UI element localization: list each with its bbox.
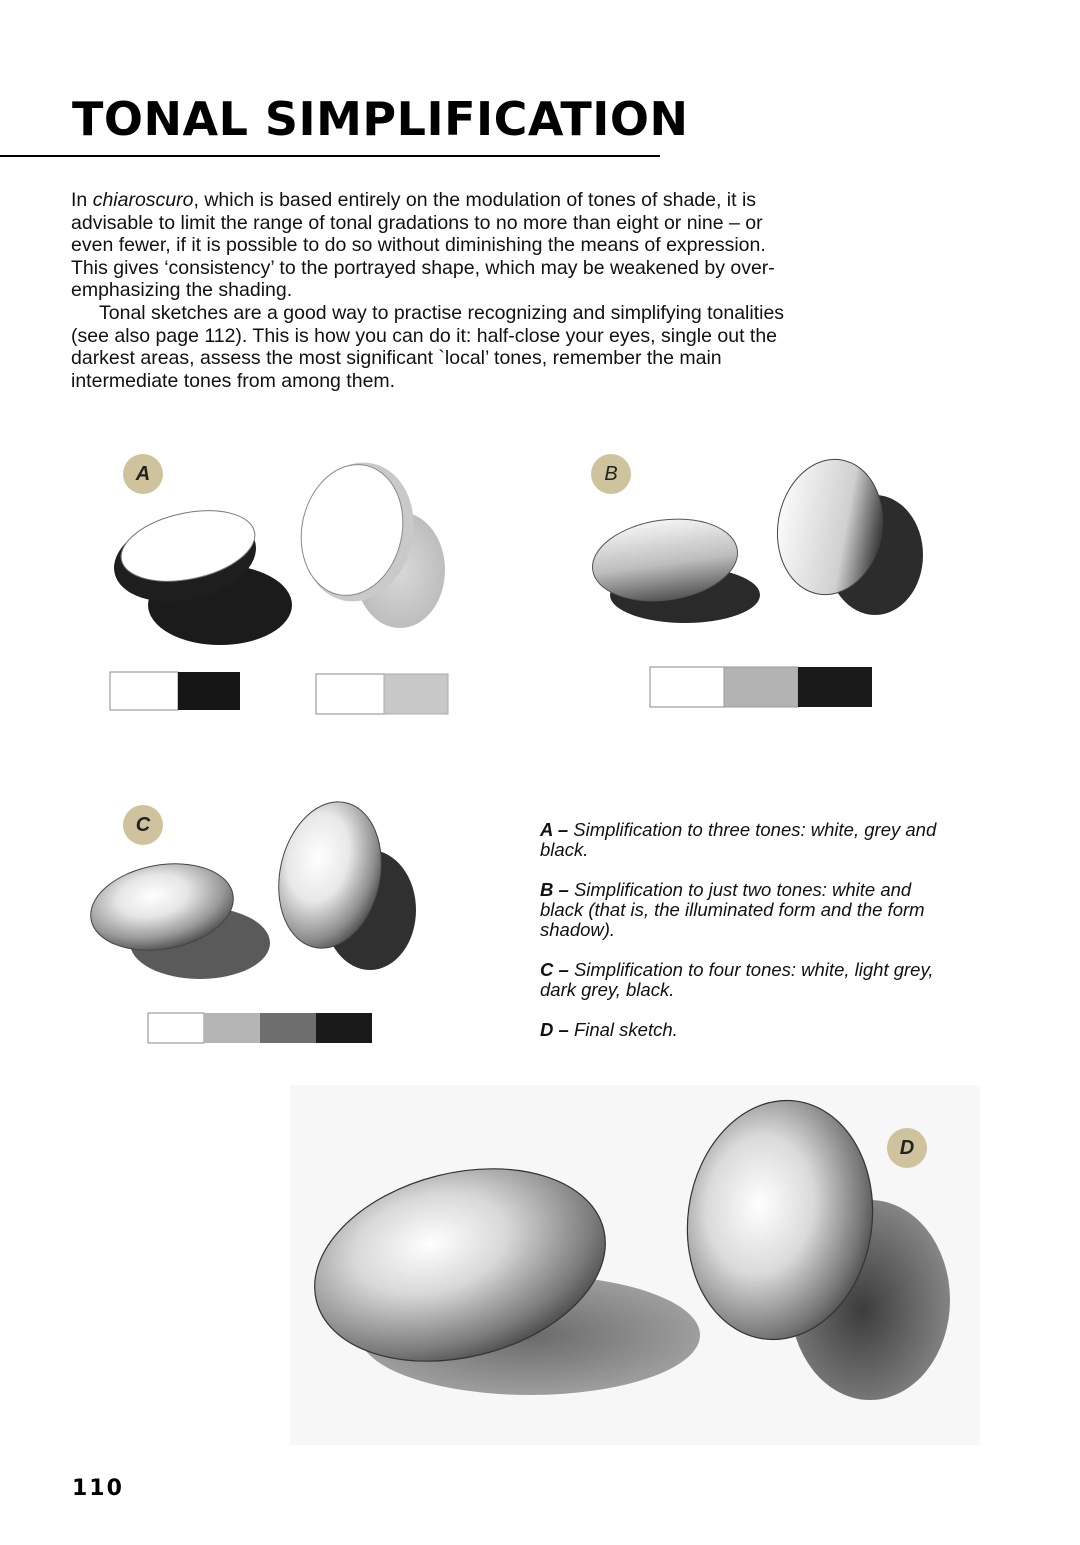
figure-c-sketch	[80, 795, 440, 1055]
figure-b-sketch	[580, 445, 950, 730]
intro-p1-term: chiaroscuro	[92, 189, 194, 211]
intro-paragraph-2: Tonal sketches are a good way to practise recognizing and simplifying tonalities (see also page 112). This is how you can do it: half-close your eyes, single out the darkest areas, assess the most significant `local’ tones, remember the main intermediate tones from among them.	[71, 301, 785, 392]
intro-paragraph-1	[71, 189, 801, 302]
page-title: TONAL SIMPLIFICATION	[72, 92, 689, 146]
caption-c-text: Simplification to four tones: white, light grey, dark grey, black.	[540, 959, 934, 1000]
caption-a	[540, 820, 940, 860]
c-swatch-light-grey	[204, 1013, 260, 1043]
caption-d-text: Final sketch.	[573, 1019, 678, 1040]
a-swatch-white	[110, 672, 178, 710]
c-swatch-white	[148, 1013, 204, 1043]
a-swatch-black	[178, 672, 240, 710]
caption-c-key: C –	[540, 959, 569, 980]
title-rule	[0, 155, 660, 157]
caption-a-text: Simplification to three tones: white, grey and black.	[540, 819, 937, 860]
b-swatch-white	[650, 667, 724, 707]
a-swatch-grey	[384, 674, 448, 714]
intro-p1-lead: In	[71, 189, 93, 211]
figure-d-badge: D	[887, 1128, 927, 1168]
caption-a-key: A –	[540, 819, 569, 840]
figure-a-sketch	[100, 440, 470, 730]
c-swatch-black	[316, 1013, 372, 1043]
caption-b-text: Simplification to just two tones: white and black (that is, the illuminated form and the form shadow).	[540, 879, 925, 940]
intro-p1-rest: , which is based entirely on the modulation of tones of shade, it is advisable to limit the range of tonal gradations to no more than eight or nine – or even fewer, if it is possible to do so without diminishing the means of expression. This gives ‘consistency’ to the portrayed shape, which may be weakened by over-emphasizing the shading.	[71, 189, 775, 302]
figure-c-badge: C	[123, 805, 163, 845]
intro-text	[71, 189, 801, 392]
caption-b	[540, 880, 940, 940]
a-swatch-white-2	[316, 674, 384, 714]
figure-b-badge: B	[591, 454, 631, 494]
caption-d	[540, 1020, 940, 1040]
figure-captions	[540, 820, 940, 1060]
caption-d-key: D –	[540, 1019, 569, 1040]
figure-a-badge: A	[123, 454, 163, 494]
page-number: 110	[72, 1476, 124, 1501]
b-swatch-black	[798, 667, 872, 707]
c-swatch-dark-grey	[260, 1013, 316, 1043]
b-swatch-grey	[724, 667, 798, 707]
caption-c	[540, 960, 940, 1000]
caption-b-key: B –	[540, 879, 569, 900]
figure-d-sketch	[290, 1085, 980, 1445]
